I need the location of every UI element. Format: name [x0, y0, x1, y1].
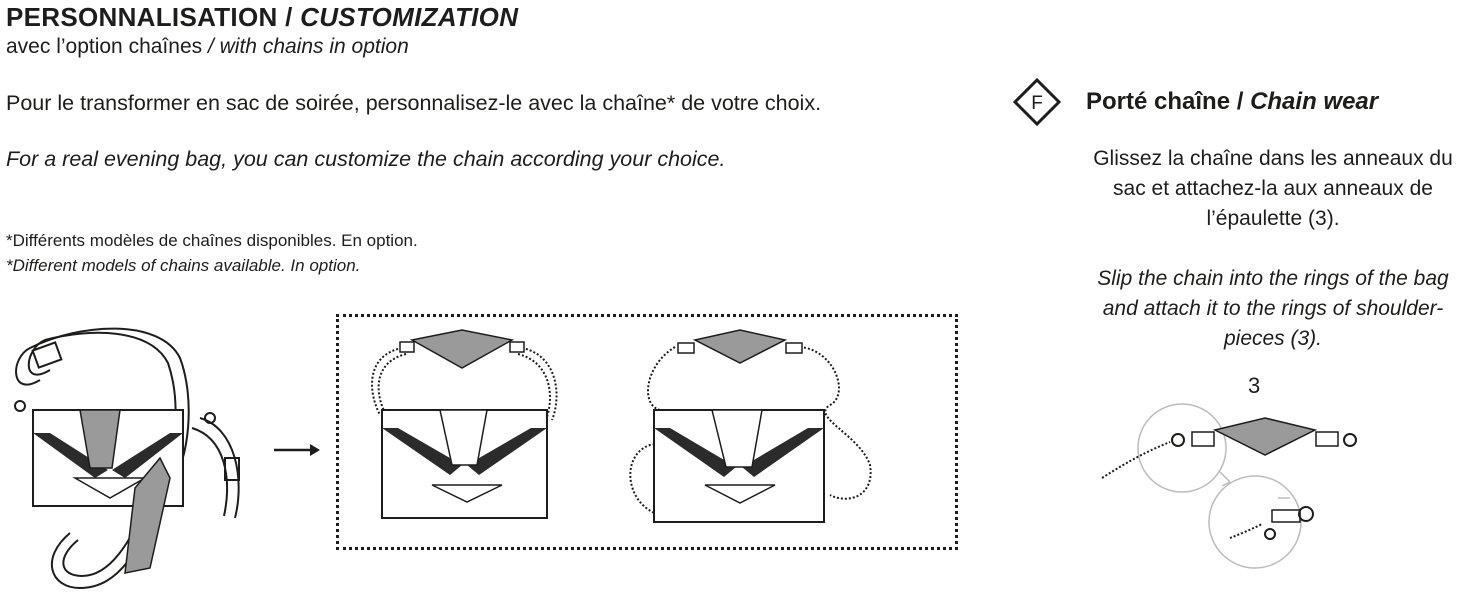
page-subtitle — [6, 35, 409, 59]
title-fr: PERSONNALISATION / — [6, 2, 301, 32]
chain-detail-illustration — [1100, 400, 1420, 575]
subtitle-fr: avec l’option chaînes — [6, 35, 208, 58]
intro-text-fr: Pour le transformer en sac de soirée, personnalisez-le avec la chaîne* de votre choix. — [6, 91, 822, 115]
chain-instructions-fr: Glissez la chaîne dans les anneaux du sac et attachez-la aux anneaux de l’épaulette (3). — [1093, 147, 1453, 230]
chain-wear-title-fr: Porté chaîne / — [1086, 88, 1251, 115]
bag-with-beaded-chain-illustration — [362, 320, 572, 525]
intro-text-en: For a real evening bag, you can customize the chain according your choice. — [6, 147, 726, 171]
arrow-right-icon — [272, 440, 322, 460]
bag-with-strap-illustration — [0, 318, 260, 597]
footnote-fr: *Différents modèles de chaînes disponibles. En option. — [6, 231, 418, 250]
footnote-en: *Different models of chains available. In option. — [6, 256, 361, 275]
badge-letter: F — [1031, 93, 1043, 114]
diamond-badge-icon — [1013, 78, 1061, 126]
bag-with-twisted-chain-illustration — [620, 325, 880, 525]
title-en: CUSTOMIZATION — [300, 2, 519, 32]
page-title — [6, 2, 518, 33]
chain-instructions-en: Slip the chain into the rings of the bag and attach it to the rings of shoulder-pieces (3). — [1097, 267, 1449, 350]
step-number: 3 — [1248, 373, 1261, 398]
chain-wear-title-en: Chain wear — [1250, 88, 1379, 115]
chain-wear-title — [1086, 88, 1378, 116]
subtitle-en: / with chains in option — [207, 35, 409, 58]
